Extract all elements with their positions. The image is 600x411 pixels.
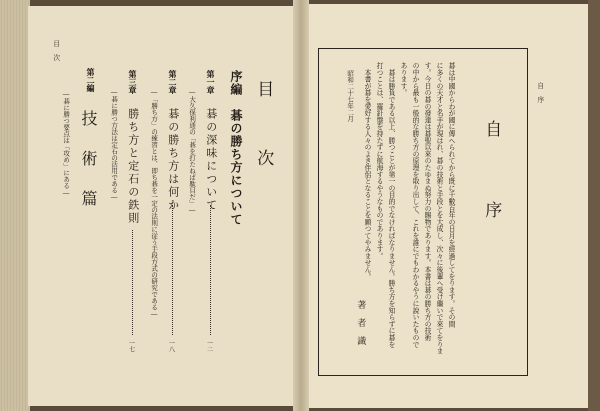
preface-line: 本書が碁を愛好する人々のよき伴侶となることを願つてやみません。 bbox=[363, 62, 371, 280]
toc-ch2-sub: ―「勝ち方」の練習とは、即ち碁を一定の法則に従う手段方式の研究である― bbox=[150, 88, 159, 319]
preface-line: 碁は中國からわが國に傳へられてから既に千數百年の日月を經過してをります。その間 bbox=[447, 62, 455, 328]
preface-line: あります。 bbox=[399, 62, 407, 96]
toc-ch1-leader bbox=[210, 205, 211, 335]
toc-ch3-title: 勝ち方と定石の鉄則 bbox=[126, 108, 140, 225]
preface-line: 碁は勝負である以上、勝つことが第一の目的でなければなりません。勝ち方を知らずに碁を bbox=[387, 62, 395, 348]
toc-part1: 序編 碁の勝ち方について bbox=[229, 70, 243, 226]
left-page bbox=[28, 6, 300, 406]
preface-line: す。今日の碁の發達は碁聖以來のたゆまぬ努力の賜物であります。本書は碁の勝ち方の技術 bbox=[423, 62, 431, 341]
left-running-head: 目 次 bbox=[52, 40, 61, 61]
toc-header: 目 次 bbox=[253, 80, 274, 172]
toc-part2-sub: ―碁に勝つ要点は「攻め」にある― bbox=[62, 90, 71, 197]
toc-ch2-leader bbox=[172, 205, 173, 335]
toc-ch1-page: 一二 bbox=[205, 340, 213, 352]
book-gutter bbox=[293, 0, 309, 411]
toc-ch3-page: 一七 bbox=[127, 340, 135, 352]
toc-ch2-page: 一八 bbox=[167, 340, 175, 352]
toc-part2-title: 技 術 篇 bbox=[79, 110, 98, 210]
page-edges-left bbox=[0, 0, 30, 411]
toc-ch2-title: 碁の勝ち方は何か bbox=[166, 108, 180, 212]
toc-part2-label: 第二編 bbox=[86, 68, 96, 92]
page-edges-right bbox=[588, 0, 600, 411]
toc-ch1-title: 碁の深味について bbox=[204, 108, 218, 212]
toc-ch3-leader bbox=[132, 230, 133, 335]
preface-author: 著 者 識 bbox=[355, 300, 366, 345]
toc-ch3-sub: ―碁に勝つ方法は定石の活用である― bbox=[110, 88, 119, 202]
preface-title: 自 序 bbox=[481, 120, 502, 228]
toc-ch3-label: 第三章 bbox=[128, 70, 138, 94]
preface-line: の中から最も一般的な勝ち方の原理を取り出して、これを誰にでもわかるやうに說いたもので bbox=[411, 62, 419, 348]
preface-line: 打つことは、羅針盤を持たずに航海するやうなものであります。 bbox=[375, 62, 383, 260]
toc-ch2-label: 第二章 bbox=[168, 70, 178, 94]
right-running-head: 自 序 bbox=[536, 82, 545, 103]
toc-ch1-label: 第一章 bbox=[206, 70, 216, 94]
preface-line: に多くの天才と名手が現はれ、碁の技術と手段とを大成し、次々に後輩へ受け繼いで來てをりま bbox=[435, 62, 443, 355]
preface-date: 昭和二十七年二月 bbox=[346, 70, 355, 122]
toc-ch1-sub: ―大久保利通の「碁を打たねば駄目だ」― bbox=[188, 88, 197, 215]
